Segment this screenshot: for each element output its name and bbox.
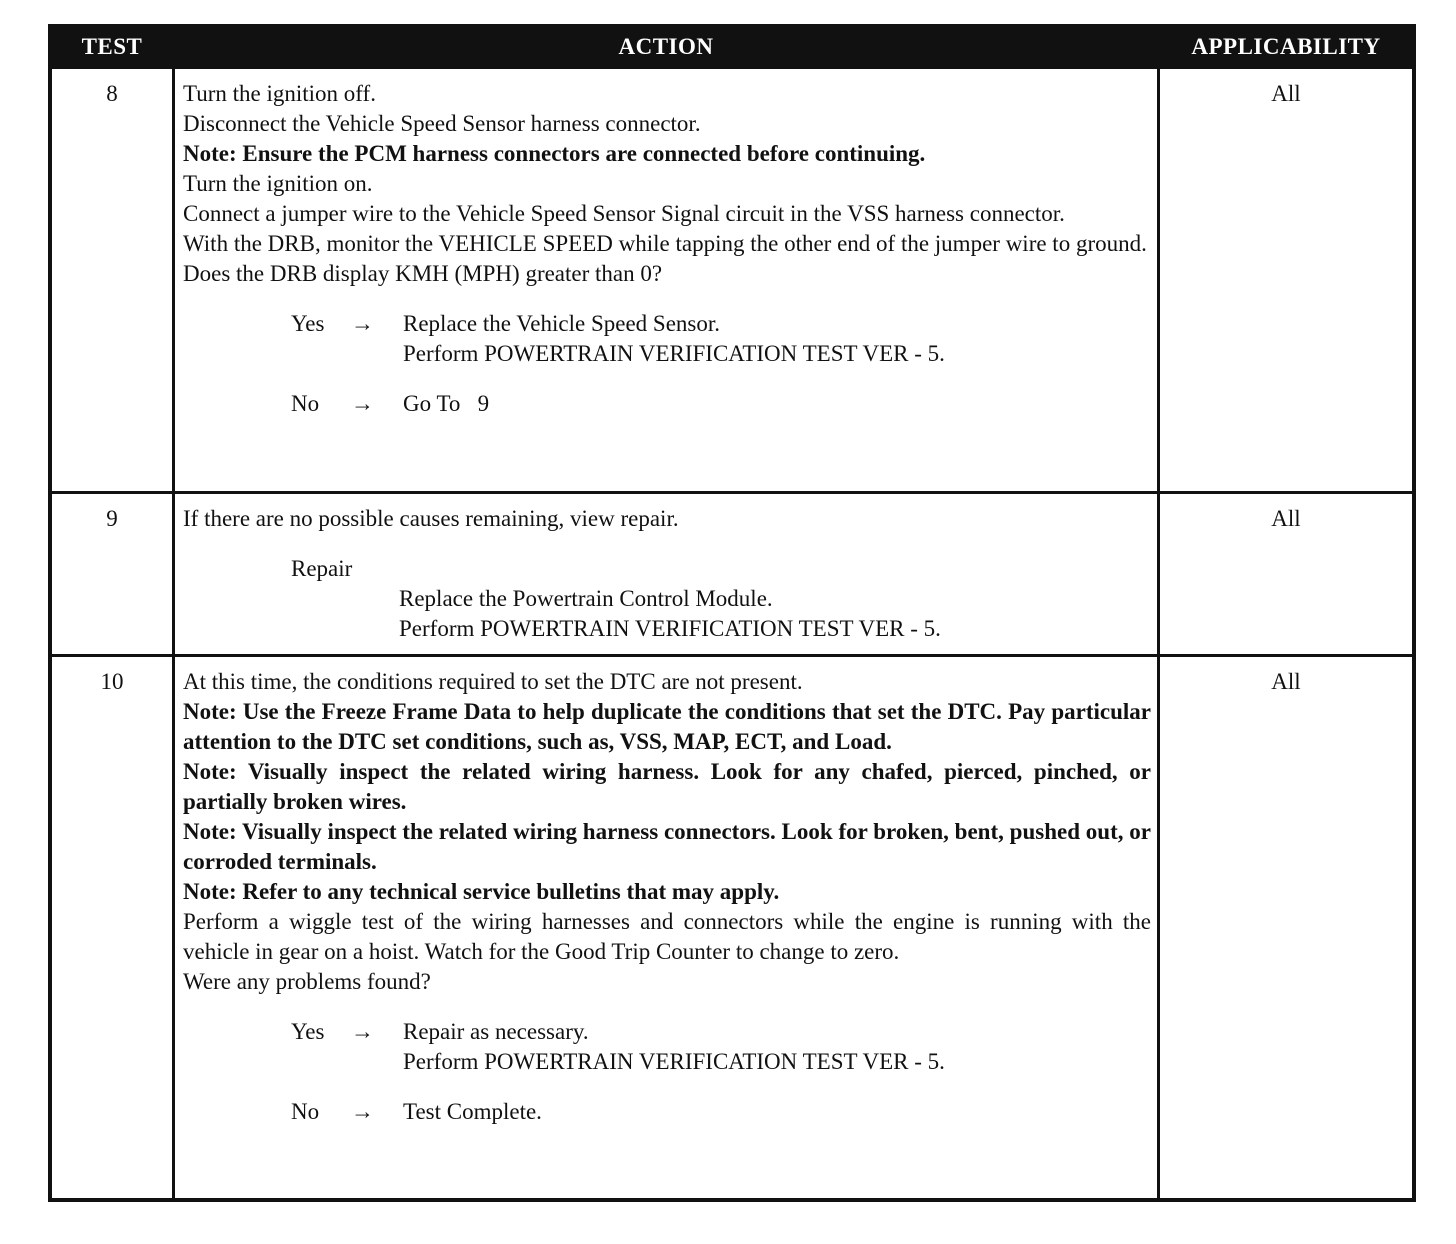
table-row-test-9 — [52, 491, 1412, 654]
no-label: No — [291, 1099, 320, 1124]
yes-text: Perform POWERTRAIN VERIFICATION TEST VER - 5. — [403, 1049, 945, 1074]
action-line: If there are no possible causes remaining, view repair. — [183, 506, 679, 531]
arrow-icon: → — [351, 311, 374, 336]
question-line: Does the DRB display KMH (MPH) greater than 0? — [183, 261, 663, 286]
repair-text: Perform POWERTRAIN VERIFICATION TEST VER - 5. — [399, 616, 941, 641]
action-line: Turn the ignition on. — [183, 171, 373, 196]
yes-text: Perform POWERTRAIN VERIFICATION TEST VER - 5. — [403, 341, 945, 366]
arrow-icon: → — [351, 1019, 374, 1044]
action-line: Perform a wiggle test of the wiring harnesses and connectors while the engine is running with the vehicle in gear on a hoist. Watch for the Good Trip Counter to change to zero. — [183, 909, 1151, 964]
test-number: 8 — [106, 81, 118, 106]
action-line: With the DRB, monitor the VEHICLE SPEED while tapping the other end of the jumper wire to ground. — [183, 231, 1147, 256]
no-text: Test Complete. — [403, 1099, 542, 1124]
applicability-cell: All — [1271, 81, 1301, 106]
arrow-icon: → — [351, 1099, 374, 1124]
action-line: Disconnect the Vehicle Speed Sensor harness connector. — [183, 111, 701, 136]
repair-label: Repair — [291, 556, 353, 581]
note-line: Note: Refer to any technical service bulletins that may apply. — [183, 879, 780, 904]
note-line: Note: Use the Freeze Frame Data to help duplicate the conditions that set the DTC. Pay particular attention to the DTC set conditions, such as, VSS, MAP, ECT, and Load. — [183, 699, 1151, 754]
diagnostic-test-table — [48, 24, 1416, 1202]
header-applicability: APPLICABILITY — [1191, 34, 1381, 59]
yes-label: Yes — [291, 311, 325, 336]
applicability-cell: All — [1271, 669, 1301, 694]
action-line: Turn the ignition off. — [183, 81, 376, 106]
no-response — [291, 1097, 1151, 1127]
repair-text: Replace the Powertrain Control Module. — [399, 586, 773, 611]
note-line: Note: Visually inspect the related wiring harness connectors. Look for broken, bent, pushed out, or corroded terminals. — [183, 819, 1151, 874]
applicability-cell: All — [1271, 506, 1301, 531]
action-cell — [172, 69, 1160, 491]
yes-text: Replace the Vehicle Speed Sensor. — [403, 311, 721, 336]
yes-label: Yes — [291, 1019, 325, 1044]
yes-response — [291, 1017, 1151, 1077]
note-line: Note: Ensure the PCM harness connectors are connected before continuing. — [183, 141, 926, 166]
test-number: 10 — [100, 669, 124, 694]
action-cell — [172, 657, 1160, 1198]
action-line: Connect a jumper wire to the Vehicle Speed Sensor Signal circuit in the VSS harness connector. — [183, 201, 1065, 226]
question-line: Were any problems found? — [183, 969, 431, 994]
header-action: ACTION — [618, 34, 714, 59]
note-line: Note: Visually inspect the related wiring harness. Look for any chafed, pierced, pinched, or partially broken wires. — [183, 759, 1151, 814]
header-test: TEST — [81, 34, 143, 59]
no-label: No — [291, 391, 320, 416]
table-row-test-10 — [52, 654, 1412, 1198]
no-text: Go To 9 — [403, 391, 490, 416]
no-response — [291, 389, 1151, 419]
arrow-icon: → — [351, 391, 374, 416]
action-cell — [172, 494, 1160, 654]
yes-text: Repair as necessary. — [403, 1019, 589, 1044]
table-row-test-8 — [52, 66, 1412, 491]
action-line: At this time, the conditions required to set the DTC are not present. — [183, 669, 803, 694]
table-header — [52, 28, 1412, 66]
yes-response — [291, 309, 1151, 369]
test-number: 9 — [106, 506, 118, 531]
